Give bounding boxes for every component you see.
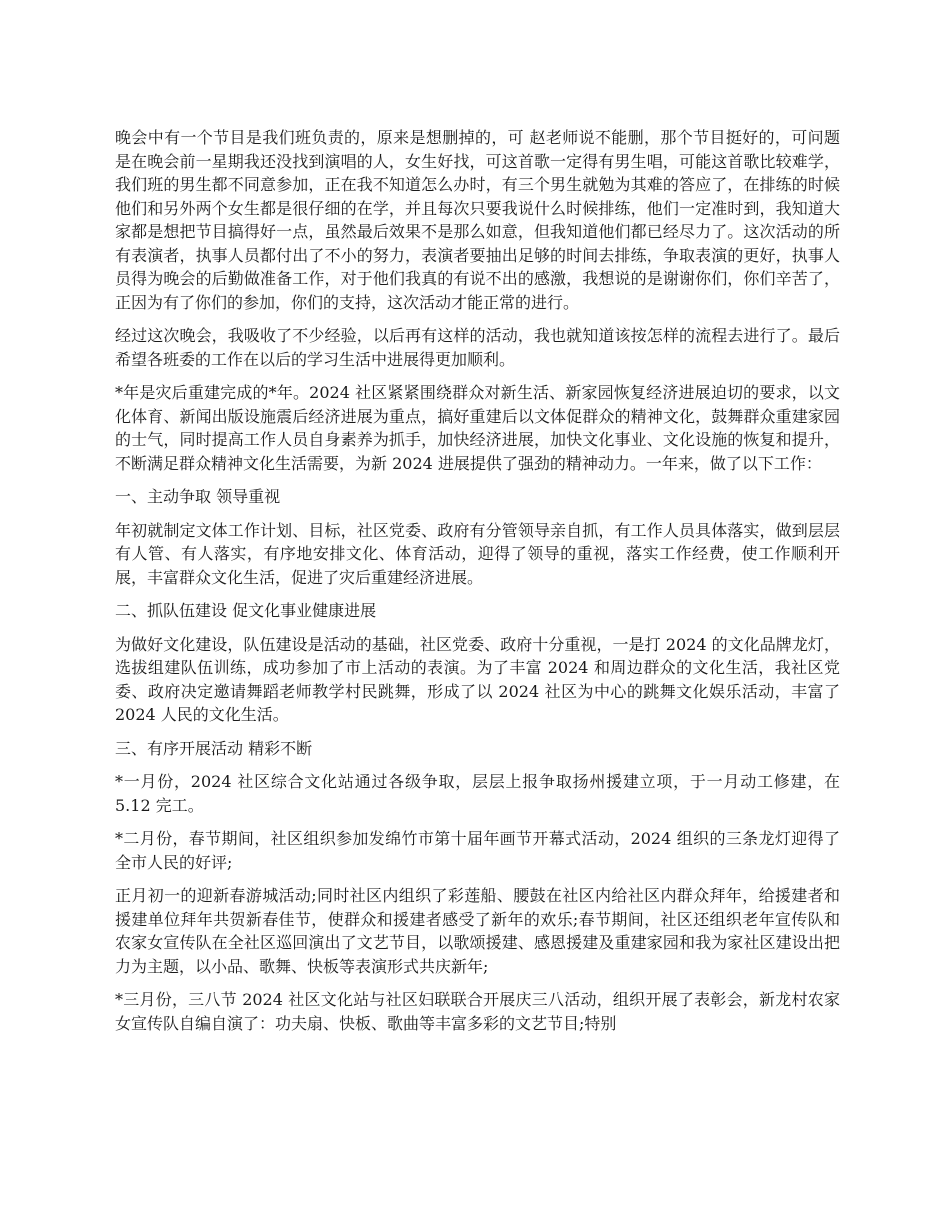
paragraph-team-building: 为做好文化建设，队伍建设是活动的基础，社区党委、政府十分重视，一是打 2024 的文化品牌龙灯，选拔组建队伍训练，成功参加了市上活动的表演。为了丰富 2024 和周边群众的文化生活，我社区党委、政府决定邀请舞蹈老师教学村民跳舞，形成了以 2024 社区为中心的跳舞文化娱乐活动，丰富了 2024 人民的文化生活。 [115,634,840,724]
paragraph-january: *一月份，2024 社区综合文化站通过各级争取，层层上报争取扬州援建立项，于一月动工修建，在 5.12 完工。 [115,772,840,815]
paragraph-work-plan: 年初就制定文体工作计划、目标，社区党委、政府有分管领导亲自抓，有工作人员具体落实，做到层层有人管、有人落实，有序地安排文化、体育活动，迎得了领导的重视，落实工作经费，使工作顺利开展，丰富群众文化生活，促进了灾后重建经济进展。 [115,520,840,587]
paragraph-reconstruction-intro: *年是灾后重建完成的*年。2024 社区紧紧围绕群众对新生活、新家园恢复经济进展迫切的要求，以文化体育、新闻出版设施震后经济进展为重点，搞好重建后以文体促群众的精神文化，鼓舞群众重建家园的士气，同时提高工作人员自身素养为抓手，加快经济进展，加快文化事业、文化设施的恢复和提升，不断满足群众精神文化生活需要，为新 2024 进展提供了强劲的精神动力。一年来，做了以下工作： [115,383,840,473]
paragraph-gala-program: 晚会中有一个节目是我们班负责的，原来是想删掉的，可 赵老师说不能删，那个节目挺好的，可问题是在晚会前一星期我还没找到演唱的人，女生好找，可这首歌一定得有男生唱，可能这首歌比较难学，我们班的男生都不同意参加，正在我不知道怎么办时，有三个男生就勉为其难的答应了，在排练的时候他们和另外两个女生都是很仔细的在学，并且每次只要我说什么时候排练，他们一定准时到，我知道大家都是想把节目搞得好一点，虽然最后效果不是那么如意，但我知道他们都已经尽力了。这次活动的所有表演者，执事人员都付出了不小的努力，表演者要抽出足够的时间去排练，争取表演的更好，执事人员得为晚会的后勤做准备工作，对于他们我真的有说不出的感激，我想说的是谢谢你们，你们辛苦了，正因为有了你们的参加，你们的支持，这次活动才能正常的进行。 [115,128,840,312]
section-heading-3: 三、有序开展活动 精彩不断 [115,738,313,758]
section-heading-1: 一、主动争取 领导重视 [115,487,281,506]
paragraph-march: *三月份，三八节 2024 社区文化站与社区妇联联合开展庆三八活动，组织开展了表彰会，新龙村农家女宣传队自编自演了：功夫扇、快板、歌曲等丰富多彩的文艺节目;特别 [115,990,840,1033]
paragraph-february: *二月份，春节期间，社区组织参加发绵竹市第十届年画节开幕式活动，2024 组织的三条龙灯迎得了全市人民的好评; [115,829,840,872]
paragraph-gala-summary: 经过这次晚会，我吸收了不少经验，以后再有这样的活动，我也就知道该按怎样的流程去进行了。最后希望各班委的工作在以后的学习生活中进展得更加顺利。 [115,326,840,369]
document-body [115,126,840,1045]
paragraph-spring-festival: 正月初一的迎新春游城活动;同时社区内组织了彩莲船、腰鼓在社区内给社区内群众拜年，给援建者和援建单位拜年共贺新春佳节，使群众和援建者感受了新年的欢乐;春节期间，社区还组织老年宣传队和农家女宣传队在全社区巡回演出了文艺节目，以歌颂援建、感恩援建及重建家园和我为家社区建设出把力为主题，以小品、歌舞、快板等表演形式共庆新年; [115,886,840,976]
section-heading-2: 二、抓队伍建设 促文化事业健康进展 [115,601,377,620]
